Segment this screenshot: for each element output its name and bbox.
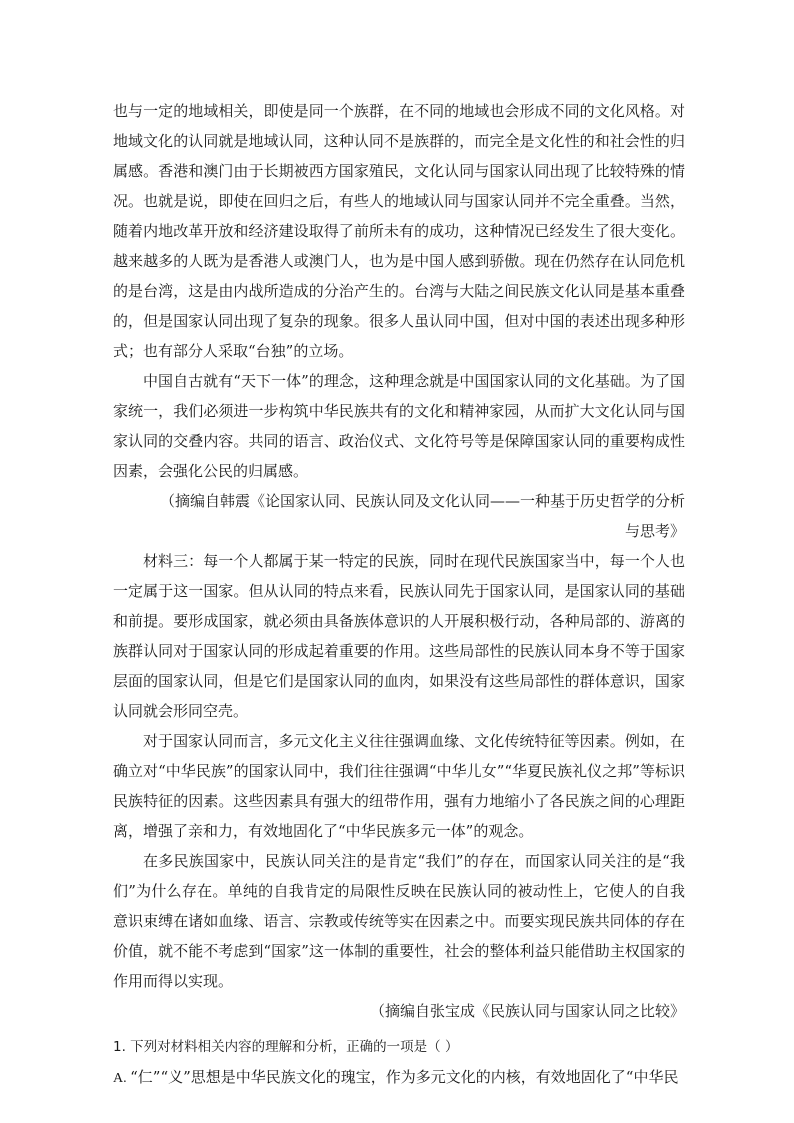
- question-stem: 1. 下列对材料相关内容的理解和分析，正确的一项是（ ）: [113, 1039, 459, 1055]
- source-citation-2: （摘编自张宝成《民族认同与国家认同之比较》: [369, 1002, 685, 1020]
- paragraph-4: 对于国家认同而言，多元文化主义往往强调血缘、文化传统特征等因素。例如，在确立对“中华民族”的国家认同中，我们往往强调“中华儿女”“华夏民族礼仪之邦”等标识民族特征的因素。这些因素具有强大的纽带作用，强有力地缩小了各民族之间的心理距离，增强了亲和力，有效地固化了“中华民族多元一体”的观念。: [113, 732, 685, 840]
- paragraph-3: 材料三：每一个人都属于某一特定的民族，同时在现代民族国家当中，每一个人也一定属于这一国家。但从认同的特点来看，民族认同先于国家认同，是国家认同的基础和前提。要形成国家，就必须由具备族体意识的人开展积极行动，各种局部的、游离的族群认同对于国家认同的形成起着重要的作用。这些局部性的民族认同本身不等于国家层面的国家认同，但是它们是国家认同的血肉，如果没有这些局部性的群体意识，国家认同就会形同空壳。: [113, 552, 685, 720]
- option-a-letter: A.: [113, 1071, 131, 1086]
- document-page: [113, 96, 685, 1094]
- option-a[interactable]: [113, 1062, 685, 1094]
- paragraph-5: 在多民族国家中，民族认同关注的是肯定“我们”的存在，而国家认同关注的是“我们”为什么存在。单纯的自我肯定的局限性反映在民族认同的被动性上，它使人的自我意识束缚在诸如血缘、语言、宗教或传统等实在因素之中。而要实现民族共同体的存在价值，就不能不考虑到“国家”这一体制的重要性，社会的整体利益只能借助主权国家的作用而得以实现。: [113, 852, 685, 990]
- source-citation-1: （摘编自韩震《论国家认同、民族认同及文化认同——一种基于历史哲学的分析与思考》: [159, 492, 685, 540]
- paragraph-2: 中国自古就有“天下一体”的理念，这种理念就是中国国家认同的文化基础。为了国家统一，我们必须进一步构筑中华民族共有的文化和精神家园，从而扩大文化认同与国家认同的交叠内容。共同的语言、政治仪式、文化符号等是保障国家认同的重要构成性因素，会强化公民的归属感。: [113, 372, 685, 480]
- option-a-text: “仁”“义”思想是中华民族文化的瑰宝，作为多元文化的内核，有效地固化了“中华民: [130, 1068, 679, 1086]
- paragraph-1: 也与一定的地域相关，即使是同一个族群，在不同的地域也会形成不同的文化风格。对地域文化的认同就是地域认同，这种认同不是族群的，而完全是文化性的和社会性的归属感。香港和澳门由于长期被西方国家殖民，文化认同与国家认同出现了比较特殊的情况。也就是说，即使在回归之后，有些人的地域认同与国家认同并不完全重叠。当然，随着内地改革开放和经济建设取得了前所未有的成功，这种情况已经发生了很大变化。越来越多的人既为是香港人或澳门人，也为是中国人感到骄傲。现在仍然存在认同危机的是台湾，这是由内战所造成的分治产生的。台湾与大陆之间民族文化认同是基本重叠的，但是国家认同出现了复杂的现象。很多人虽认同中国，但对中国的表述出现多种形式；也有部分人采取“台独”的立场。: [113, 102, 685, 360]
